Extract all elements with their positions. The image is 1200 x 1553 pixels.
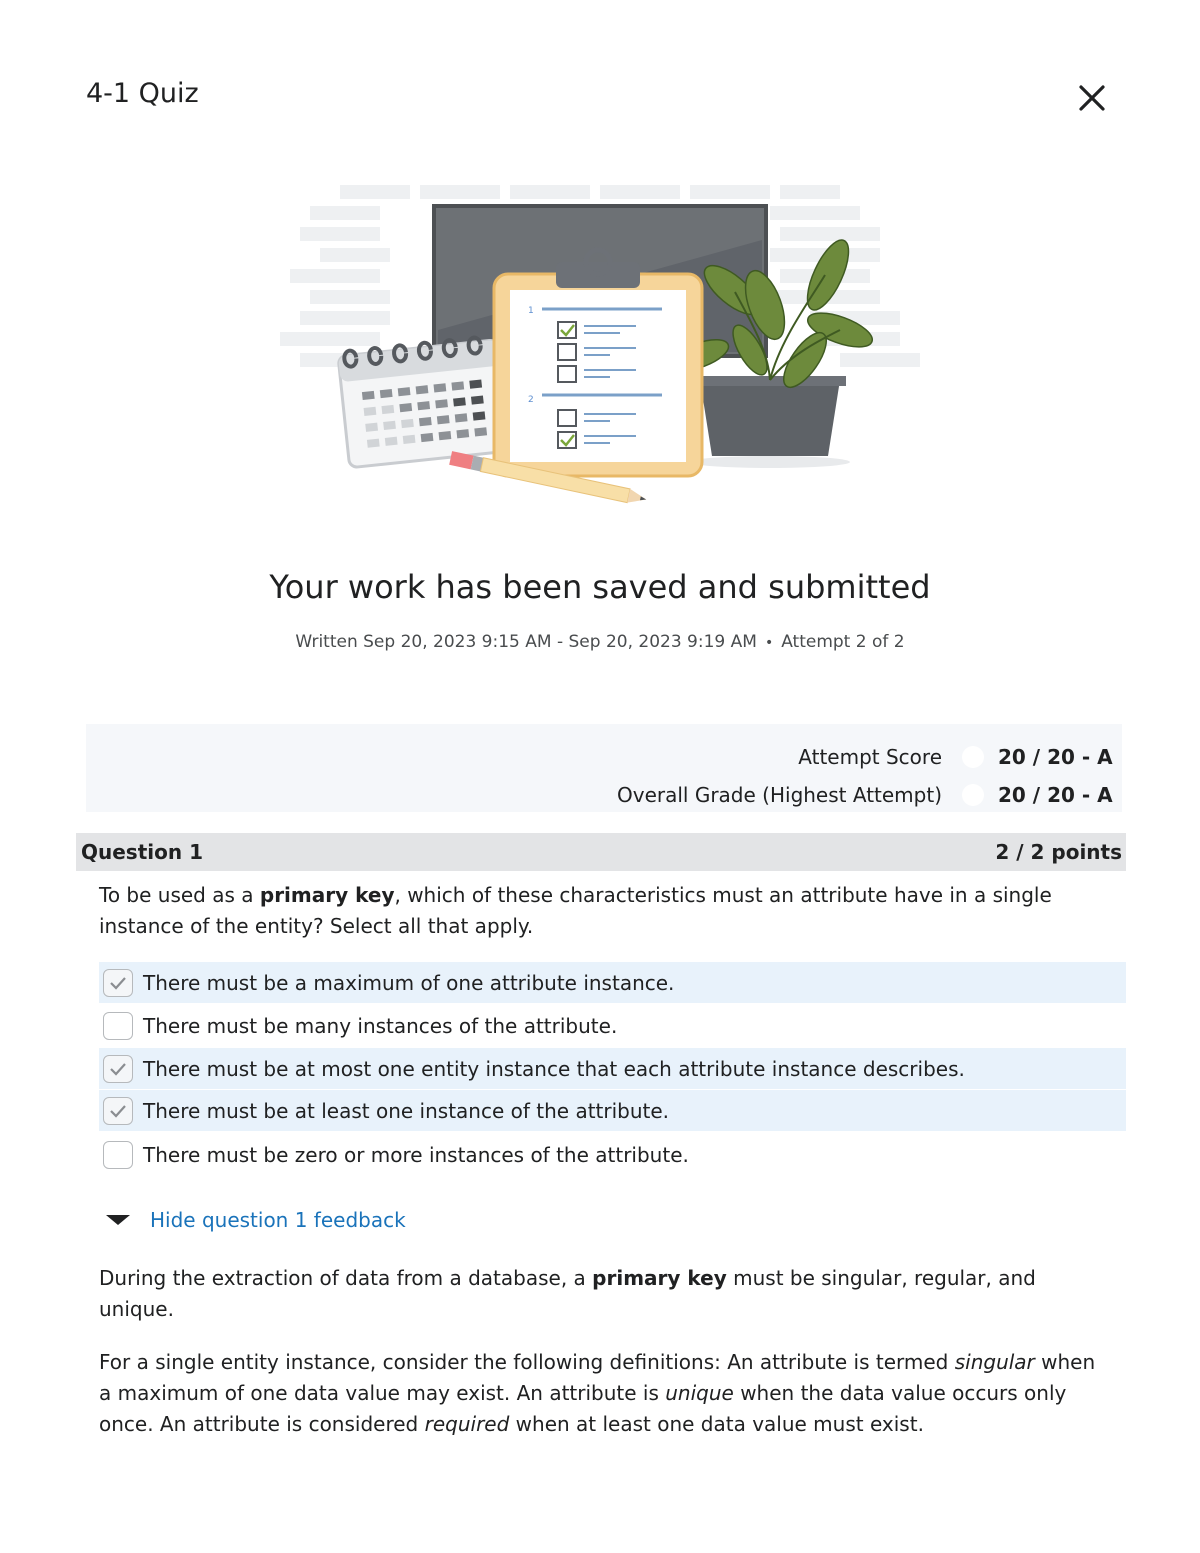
checkmark-icon xyxy=(109,1062,127,1076)
answer-option-label: There must be zero or more instances of the attribute. xyxy=(143,1142,689,1167)
feedback-text: For a single entity instance, consider the following definitions: An attribute is termed xyxy=(99,1350,955,1374)
feedback-term: unique xyxy=(665,1381,734,1405)
question-points: 2 / 2 points xyxy=(995,840,1122,864)
caret-down-icon xyxy=(106,1215,130,1225)
answer-checkbox[interactable] xyxy=(103,1012,133,1040)
answer-option-label: There must be at most one entity instance that each attribute instance describes. xyxy=(143,1056,965,1081)
quiz-submitted-illustration xyxy=(280,180,920,510)
answer-checkbox[interactable] xyxy=(103,969,133,997)
feedback-term: singular xyxy=(954,1350,1035,1374)
feedback-text: must be singular, regular, and unique. xyxy=(99,1266,1036,1321)
question-text-end: , which of these characteristics must an attribute have in a single instance of the entity? Select all that apply. xyxy=(99,883,1052,938)
answer-checkbox[interactable] xyxy=(103,1055,133,1083)
answer-option-label: There must be at least one instance of the attribute. xyxy=(143,1098,670,1123)
answer-option-label: There must be a maximum of one attribute instance. xyxy=(143,970,675,995)
feedback-term: required xyxy=(424,1412,510,1436)
checkmark-icon xyxy=(109,976,127,990)
attempt-count: Attempt 2 of 2 xyxy=(781,632,905,652)
attempt-score-label: Attempt Score xyxy=(798,745,942,769)
feedback-text: when at least one data value must exist. xyxy=(509,1412,924,1436)
feedback-bold: primary key xyxy=(592,1266,727,1290)
submission-confirmation-heading: Your work has been saved and submitted xyxy=(269,568,931,606)
hide-feedback-link[interactable]: Hide question 1 feedback xyxy=(150,1208,406,1232)
question-header xyxy=(76,833,1126,871)
answer-option xyxy=(99,962,1126,1003)
overall-grade-row xyxy=(617,780,1122,810)
page-title: 4-1 Quiz xyxy=(86,78,199,109)
feedback-text: During the extraction of data from a database, a xyxy=(99,1266,593,1290)
close-button[interactable] xyxy=(1074,80,1110,116)
answer-option xyxy=(99,1134,1126,1175)
attempt-meta xyxy=(0,632,1200,652)
score-panel xyxy=(86,724,1122,812)
feedback-text: when the data value occurs only once. An attribute is considered xyxy=(99,1381,1067,1436)
checklist-number-1: 1 xyxy=(528,306,534,316)
attempt-score-row xyxy=(798,742,1122,772)
overall-grade-label: Overall Grade (Highest Attempt) xyxy=(617,783,942,807)
meta-separator: • xyxy=(764,635,774,651)
answer-option xyxy=(99,1090,1126,1131)
written-timestamp: Written Sep 20, 2023 9:15 AM - Sep 20, 2023 9:19 AM xyxy=(295,632,757,652)
attempt-score-value: 20 / 20 - A xyxy=(998,745,1113,769)
answer-option xyxy=(99,1005,1126,1046)
question-title: Question 1 xyxy=(81,840,203,864)
feedback-paragraph-2 xyxy=(99,1347,1109,1440)
question-text xyxy=(99,880,1099,942)
answer-checkbox[interactable] xyxy=(103,1141,133,1169)
answer-checkbox[interactable] xyxy=(103,1097,133,1125)
checklist-number-2: 2 xyxy=(528,395,534,405)
hide-feedback-toggle[interactable] xyxy=(106,1208,406,1232)
feedback-paragraph-1 xyxy=(99,1263,1109,1325)
overall-grade-value: 20 / 20 - A xyxy=(998,783,1113,807)
question-text-start: To be used as a xyxy=(99,883,260,907)
checkmark-icon xyxy=(109,1104,127,1118)
feedback-text: when a maximum of one data value may exist. An attribute is xyxy=(99,1350,1096,1405)
close-icon xyxy=(1074,80,1110,116)
question-text-bold: primary key xyxy=(259,883,395,907)
grade-badge xyxy=(962,784,984,806)
answer-option-label: There must be many instances of the attribute. xyxy=(143,1013,618,1038)
answer-option xyxy=(99,1048,1126,1089)
score-badge xyxy=(962,746,984,768)
